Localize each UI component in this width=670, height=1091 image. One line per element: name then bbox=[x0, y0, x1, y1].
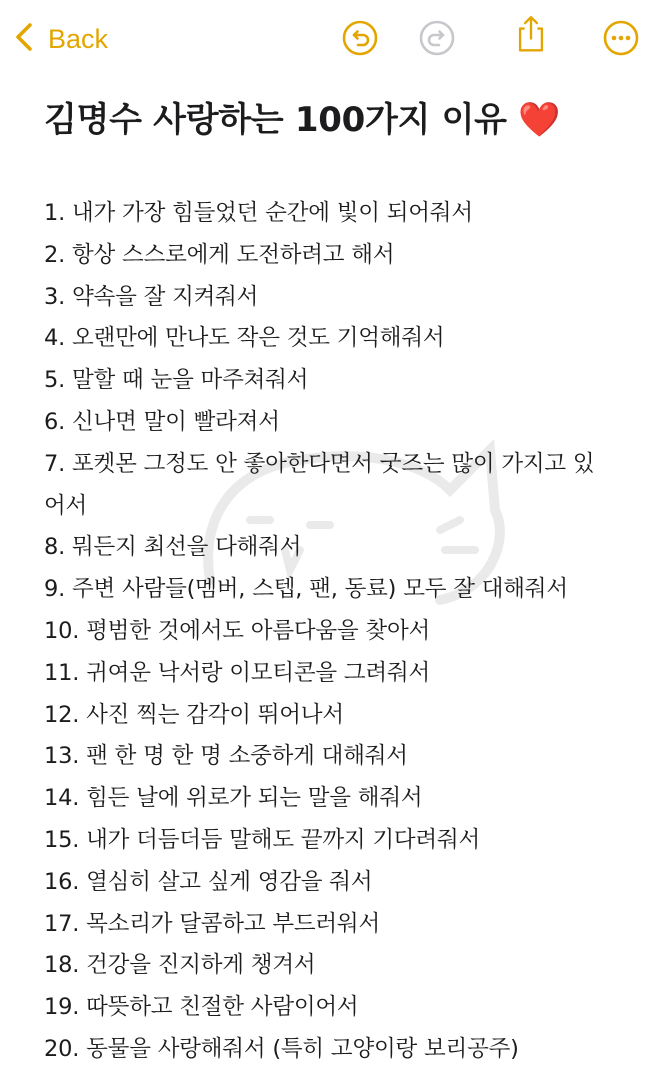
note-title-text: 김명수 사랑하는 100가지 이유 bbox=[44, 100, 507, 140]
note-line: 18. 건강을 진지하게 챙겨서 bbox=[44, 952, 316, 979]
note-line: 14. 힘든 날에 위로가 되는 말을 해줘서 bbox=[44, 785, 423, 812]
note-line: 8. 뭐든지 최선을 다해줘서 bbox=[44, 534, 302, 561]
note-line: 7. 포켓몬 그정도 안 좋아한다면서 굿즈는 많이 가지고 있 bbox=[44, 450, 595, 477]
redo-icon bbox=[417, 18, 457, 58]
note-line: 2. 항상 스스로에게 도전하려고 해서 bbox=[44, 241, 395, 268]
note-line: 5. 말할 때 눈을 마주쳐줘서 bbox=[44, 367, 309, 394]
undo-button[interactable] bbox=[340, 18, 380, 58]
more-button[interactable] bbox=[601, 18, 641, 58]
back-label: Back bbox=[48, 23, 109, 54]
note-line: 20. 동물을 사랑해줘서 (특히 고양이랑 보리공주) bbox=[44, 1035, 519, 1062]
share-button[interactable] bbox=[511, 14, 551, 54]
note-line: 9. 주변 사람들(멤버, 스텝, 팬, 동료) 모두 잘 대해줘서 bbox=[44, 576, 568, 603]
note-line: 12. 사진 찍는 감각이 뛰어나서 bbox=[44, 701, 344, 728]
note-line: 어서 bbox=[44, 492, 88, 519]
note-line: 13. 팬 한 명 한 명 소중하게 대해줘서 bbox=[44, 743, 408, 770]
note-line: 17. 목소리가 달콤하고 부드러워서 bbox=[44, 910, 380, 937]
note-line: 1. 내가 가장 힘들었던 순간에 빛이 되어줘서 bbox=[44, 200, 473, 226]
notes-toolbar bbox=[0, 0, 670, 80]
undo-icon bbox=[340, 18, 380, 58]
note-line: 11. 귀여운 낙서랑 이모티콘을 그려줘서 bbox=[44, 659, 431, 686]
note-line: 19. 따뜻하고 친절한 사람이어서 bbox=[44, 994, 359, 1021]
more-icon bbox=[601, 18, 641, 58]
heart-emoji: ❤️ bbox=[518, 100, 561, 140]
note-body-list[interactable] bbox=[44, 193, 644, 1071]
back-button[interactable] bbox=[12, 18, 108, 60]
chevron-left-icon bbox=[12, 22, 38, 56]
note-line: 15. 내가 더듬더듬 말해도 끝까지 기다려줘서 bbox=[44, 826, 481, 853]
note-line: 16. 열심히 살고 싶게 영감을 줘서 bbox=[44, 868, 373, 895]
note-line: 3. 약속을 잘 지켜줘서 bbox=[44, 283, 259, 310]
note-line: 4. 오랜만에 만나도 작은 것도 기억해줘서 bbox=[44, 325, 445, 352]
share-icon bbox=[511, 14, 551, 54]
note-title bbox=[44, 92, 644, 141]
redo-button[interactable] bbox=[417, 18, 457, 58]
note-line: 6. 신나면 말이 빨라져서 bbox=[44, 408, 280, 435]
note-line: 10. 평범한 것에서도 아름다움을 찾아서 bbox=[44, 617, 431, 644]
